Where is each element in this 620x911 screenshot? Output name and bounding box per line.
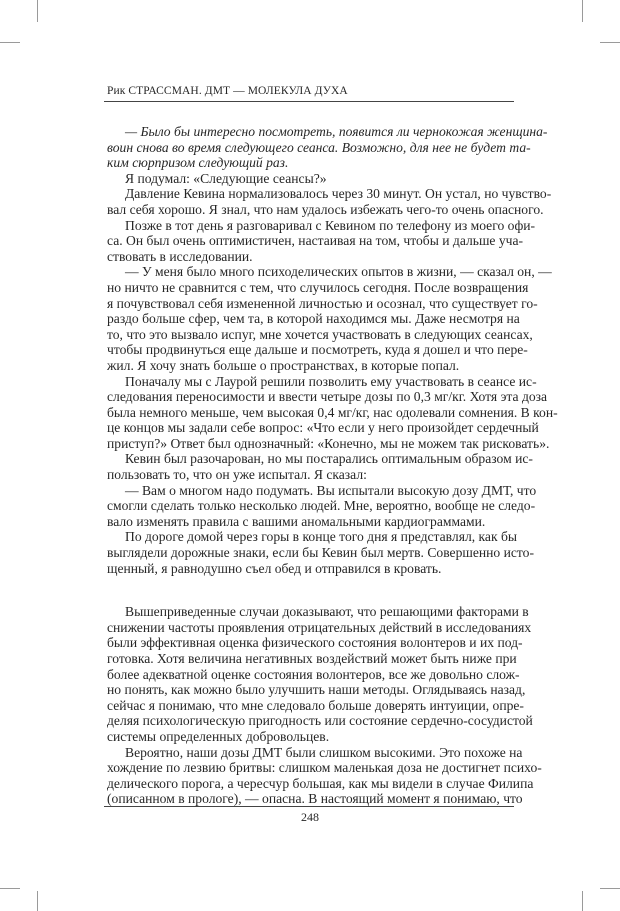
- text-line: раздо больше сфер, чем та, в которой находимся мы. Даже несмотря на: [107, 311, 520, 327]
- section-break: [107, 576, 513, 604]
- text-line: выглядели дорожные знаки, если бы Кевин был мертв. Совершенно исто-: [107, 545, 535, 561]
- crop-mark: [582, 891, 583, 911]
- paragraph: [107, 604, 533, 744]
- text-line: чтобы продвинуться еще дальше и посмотреть, куда я дошел и что пере-: [107, 342, 528, 358]
- text-line: следования переносимости и ввести четыре дозы по 0,3 мг/кг. Хотя эта доза: [107, 389, 548, 405]
- text-line: вало изменять правила с вашими аномальными кардиограммами.: [107, 513, 486, 529]
- text-line: сейчас я понимаю, что мне следовало больше доверять интуиции, опре-: [107, 697, 524, 713]
- paragraph: [107, 451, 533, 483]
- header-rule: [104, 101, 514, 102]
- text-line: готовка. Хотя величина негативных воздействий может быть ниже при: [107, 651, 517, 666]
- crop-mark: [600, 888, 620, 889]
- text-line: ким сюрпризом следующий раз.: [107, 155, 289, 171]
- text-line: но понять, как можно было улучшить наши методы. Оглядываясь назад,: [107, 682, 526, 698]
- crop-mark: [582, 0, 583, 22]
- paragraph: [107, 744, 542, 807]
- text-line: са. Он был очень оптимистичен, настаивая на том, чтобы и дальше уча-: [107, 233, 524, 249]
- page-number: 248: [301, 810, 319, 824]
- paragraph: [107, 264, 552, 373]
- crop-mark: [0, 42, 20, 43]
- text-line: приступ?» Ответ был однозначный: «Конечно, мы не можем так рисковать».: [107, 435, 550, 451]
- running-header: Рик СТРАССМАН. ДМТ — МОЛЕКУЛА ДУХА: [107, 85, 348, 97]
- paragraph: [107, 373, 558, 452]
- text-line: (описанном в прологе), — опасна. В настоящий момент я понимаю, что: [107, 791, 523, 807]
- text-line: смогли сделать только несколько людей. Мне, вероятно, вообще не следо-: [107, 498, 536, 514]
- crop-mark: [600, 42, 620, 43]
- text-line: деляя психологическую пригодность или состояние сердечно-сосудистой: [107, 713, 533, 729]
- footer-rule: [104, 806, 514, 807]
- text-line: жил. Я хочу знать больше о пространствах, в которые попал.: [107, 357, 460, 373]
- text-line: Вероятно, наши дозы ДМТ были слишком высокими. Это похоже на: [125, 744, 523, 760]
- text-line: воин снова во время следующего сеанса. Возможно, для нее не будет та-: [107, 139, 531, 155]
- text-line: ствовать в исследовании.: [107, 248, 253, 264]
- text-line: более адекватной оценке состояния волонтеров, все же довольно слож-: [107, 666, 520, 682]
- text-line: По дороге домой через горы в конце того дня я представлял, как бы: [125, 529, 518, 545]
- text-line: це концов мы задали себе вопрос: «Что если у него произойдет сердечный: [107, 420, 539, 436]
- text-line: Кевин был разочарован, но мы постарались оптимальным образом ис-: [125, 451, 533, 467]
- crop-mark: [0, 888, 20, 889]
- text-line: были эффективная оценка физического состояния волонтеров и их под-: [107, 635, 523, 651]
- paragraph: [107, 217, 536, 265]
- text-line: снижении частоты проявления отрицательных действий в исследованиях: [107, 619, 532, 635]
- crop-mark: [37, 891, 38, 911]
- text-line: Я подумал: «Следующие сеансы?»: [125, 170, 327, 186]
- text-line: Давление Кевина нормализовалось через 30 минут. Он устал, но чувство-: [125, 186, 552, 202]
- text-line: но ничто не сравнится с тем, что случилось сегодня. После возвращения: [107, 279, 529, 295]
- crop-mark: [37, 0, 38, 22]
- paragraph: [107, 124, 548, 171]
- paragraph: [107, 171, 513, 187]
- paragraph: [107, 482, 537, 530]
- text-line: — Вам о многом надо подумать. Вы испытали высокую дозу ДМТ, что: [125, 482, 537, 498]
- text-line: Поначалу мы с Лаурой решили позволить ему участвовать в сеансе ис-: [125, 373, 537, 389]
- text-line: — У меня было много психоделических опытов в жизни, — сказал он, —: [125, 264, 552, 280]
- text-line: делического порога, а чересчур большая, как мы видели в случае Филипа: [107, 775, 534, 791]
- text-line: Позже в тот день я разговаривал с Кевином по телефону из моего офи-: [125, 217, 536, 233]
- text-line: системы определенных добровольцев.: [107, 728, 330, 744]
- text-line: Вышеприведенные случаи доказывают, что решающими факторами в: [125, 604, 529, 620]
- text-line: вал себя хорошо. Я знал, что нам удалось избежать чего-то очень опасного.: [107, 201, 544, 217]
- text-line: я почувствовал себя измененной личностью и осознал, что существует го-: [107, 295, 538, 311]
- text-line: была немного меньше, чем высокая 0,4 мг/кг, нас одолевали сомнения. В кон-: [107, 404, 558, 420]
- text-line: пользовать то, что он уже испытал. Я сказал:: [107, 467, 367, 483]
- text-line: — Было бы интересно посмотреть, появится ли чернокожая женщина-: [125, 124, 548, 139]
- paragraph: [107, 186, 552, 217]
- text-line: хождение по лезвию бритвы: слишком маленькая доза не достигнет психо-: [107, 760, 542, 776]
- text-line: щенный, я равнодушно съел обед и отправился в кровать.: [107, 560, 442, 576]
- paragraph: [107, 529, 535, 576]
- page-body: [107, 124, 558, 807]
- text-line: то, что это вызвало испуг, мне хочется участвовать в следующих сеансах,: [107, 326, 533, 342]
